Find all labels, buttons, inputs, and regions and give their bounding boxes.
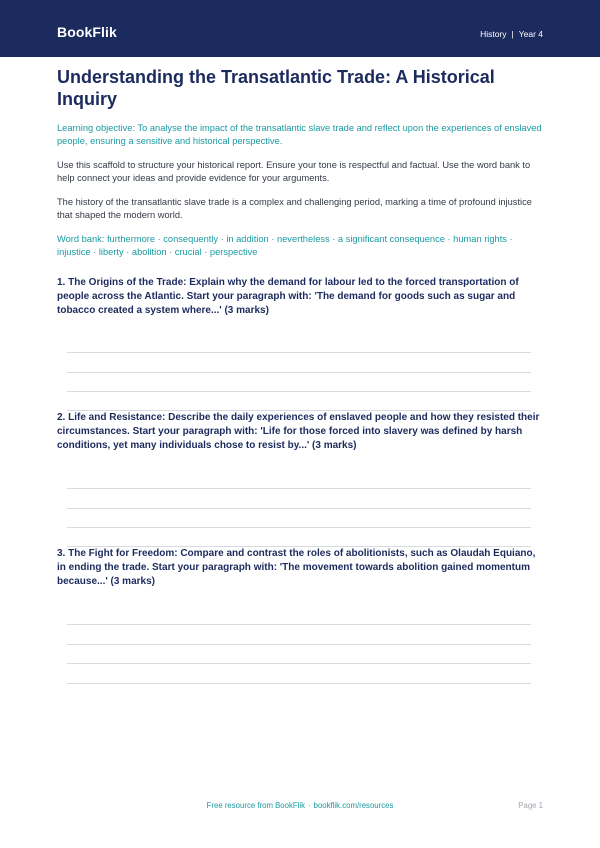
- footer-dot: ·: [308, 801, 311, 810]
- header-meta: [480, 29, 543, 39]
- question-block-3: [57, 547, 543, 589]
- context-paragraph: The history of the transatlantic slave trade is a complex and challenging period, marking a time of profound injustice that shaped the modern world.: [57, 197, 532, 220]
- answer-line[interactable]: [67, 644, 531, 645]
- answer-line[interactable]: [67, 391, 531, 392]
- answer-line[interactable]: [67, 508, 531, 509]
- learning-objective: Learning objective: To analyse the impact of the transatlantic slave trade and reflect upon the experiences of enslaved people, ensuring a sensitive and historical perspective.: [57, 123, 542, 146]
- question-2-prompt: 2. Life and Resistance: Describe the daily experiences of enslaved people and how they resisted their circumstances. Start your paragraph with: 'Life for those forced into slavery was defined by harsh conditions, yet many individuals chose to resist by...' (3 marks): [57, 412, 540, 451]
- page-title: Understanding the Transatlantic Trade: A Historical Inquiry: [57, 67, 495, 109]
- intro-paragraph: Use this scaffold to structure your historical report. Ensure your tone is respectful and factual. Use the word bank to help connect your ideas and provide evidence for your arguments.: [57, 160, 531, 183]
- year-label: Year 4: [518, 29, 543, 39]
- header-bar: [0, 0, 600, 57]
- answer-line[interactable]: [67, 683, 531, 684]
- answer-line[interactable]: [67, 663, 531, 664]
- worksheet-content: [57, 66, 543, 259]
- brand-logo: BookFlik: [57, 24, 117, 40]
- answer-line[interactable]: [67, 352, 531, 353]
- question-3-prompt: 3. The Fight for Freedom: Compare and contrast the roles of abolitionists, such as Olaudah Equiano, in ending the trade. Start your paragraph with: 'The movement towards abolition gained momentum because...' (3 marks): [57, 548, 536, 587]
- footer-resource: Free resource from BookFlik: [206, 801, 305, 810]
- subject-label: History: [480, 29, 507, 39]
- answer-line[interactable]: [67, 527, 531, 528]
- page-number: Page 1: [518, 801, 543, 810]
- question-1-prompt: 1. The Origins of the Trade: Explain why the demand for labour led to the forced transportation of people across the Atlantic. Start your paragraph with: 'The demand for goods such as sugar and tobacco created a system where...' (3 marks): [57, 277, 519, 316]
- answer-line[interactable]: [67, 624, 531, 625]
- footer: [0, 801, 600, 810]
- question-block-1: [57, 276, 543, 318]
- question-block-2: [57, 411, 543, 453]
- answer-line[interactable]: [67, 488, 531, 489]
- word-bank: Word bank: furthermore · consequently · in addition · nevertheless · a significant consequence · human rights · injustice · liberty · abolition · crucial · perspective: [57, 234, 513, 257]
- footer-url[interactable]: bookflik.com/resources: [313, 801, 394, 810]
- answer-line[interactable]: [67, 372, 531, 373]
- meta-separator: |: [511, 29, 514, 39]
